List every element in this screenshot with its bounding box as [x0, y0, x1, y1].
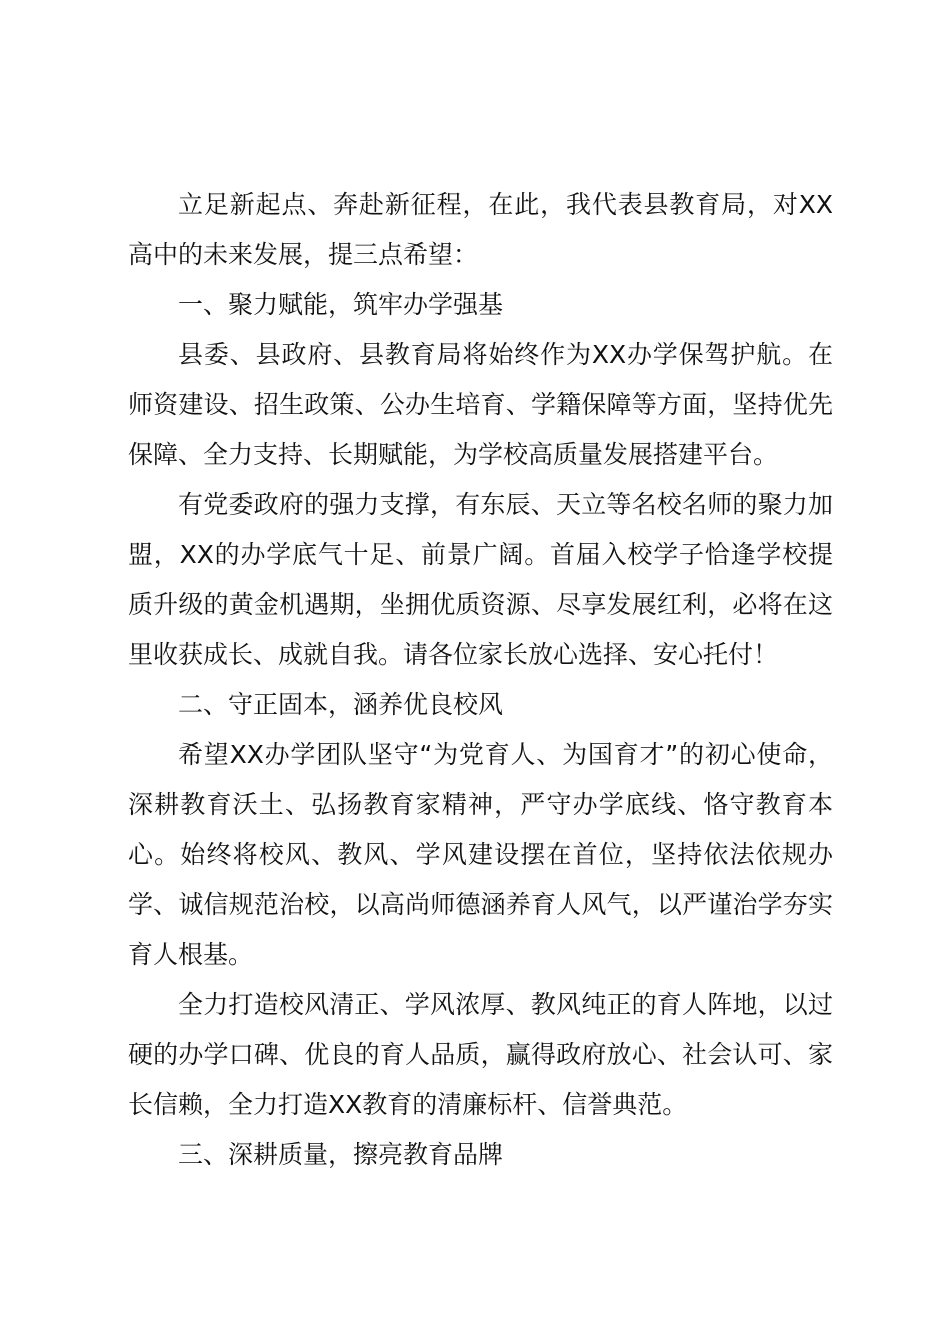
document-body — [128, 180, 833, 1180]
section-heading-3: 三、深耕质量，擦亮教育品牌 — [178, 1140, 504, 1169]
section-1-paragraph-2: 有党委政府的强力支撑，有东辰、天立等名校名师的聚力加盟，XX的办学底气十足、前景广阔。首届入校学子恰逢学校提质升级的黄金机遇期，坐拥优质资源、尽享发展红利，必将在这里收获成长、成就自我。请各位家长放心选择、安心托付！ — [128, 490, 833, 669]
section-2-paragraph-2: 全力打造校风清正、学风浓厚、教风纯正的育人阵地，以过硬的办学口碑、优良的育人品质，赢得政府放心、社会认可、家长信赖，全力打造XX教育的清廉标杆、信誉典范。 — [128, 990, 833, 1119]
section-1-paragraph-1: 县委、县政府、县教育局将始终作为XX办学保驾护航。在师资建设、招生政策、公办生培育、学籍保障等方面，坚持优先保障、全力支持、长期赋能，为学校高质量发展搭建平台。 — [128, 340, 833, 469]
section-2-paragraph-1: 希望XX办学团队坚守“为党育人、为国育才”的初心使命，深耕教育沃土、弘扬教育家精神，严守办学底线、恪守教育本心。始终将校风、教风、学风建设摆在首位，坚持依法依规办学、诚信规范治校，以高尚师德涵养育人风气，以严谨治学夯实育人根基。 — [128, 740, 833, 969]
intro-paragraph: 立足新起点、奔赴新征程，在此，我代表县教育局，对XX高中的未来发展，提三点希望： — [128, 190, 833, 269]
section-heading-1: 一、聚力赋能，筑牢办学强基 — [178, 290, 504, 319]
section-heading-2: 二、守正固本，涵养优良校风 — [178, 690, 504, 719]
